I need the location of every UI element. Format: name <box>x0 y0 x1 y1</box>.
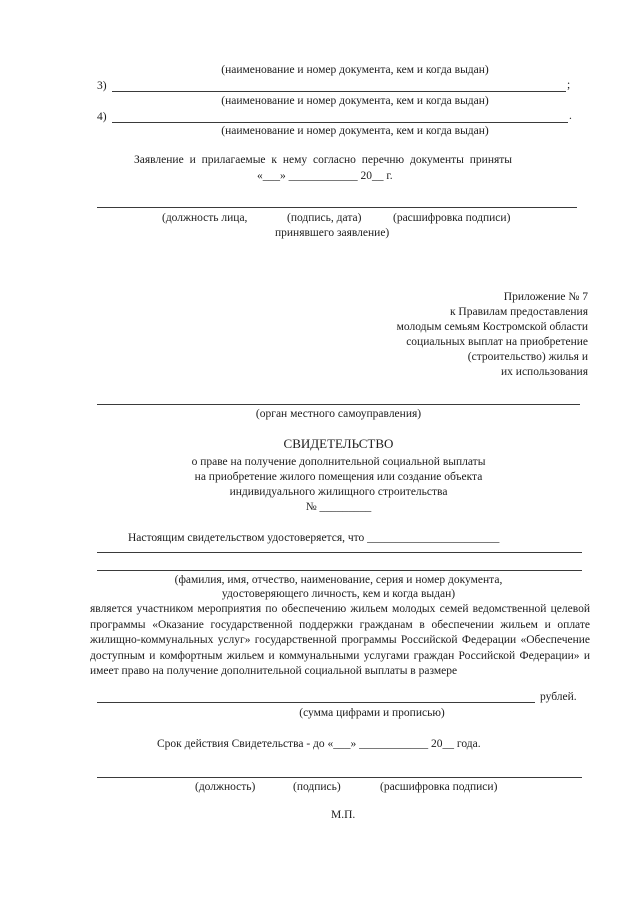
person-line-2 <box>97 570 582 571</box>
person-line-1 <box>97 552 582 553</box>
item-4-end-mark: . <box>569 110 572 122</box>
certificate-subtitle-line: индивидуального жилищного строительства <box>229 486 448 498</box>
appendix-line: Приложение № 7 <box>503 291 588 303</box>
accepted-caption-signature: (подпись, дата) <box>287 212 362 224</box>
item-4-number: 4) <box>97 111 107 123</box>
document-caption-top: (наименование и номер документа, кем и когда выдан) <box>221 64 489 76</box>
certificate-number: № _________ <box>305 501 372 513</box>
accepted-caption-decode: (расшифровка подписи) <box>393 212 511 224</box>
appendix-line: социальных выплат на приобретение <box>406 336 588 348</box>
accepted-caption-position: (должность лица, <box>162 212 248 224</box>
authority-line <box>97 404 580 405</box>
body-paragraph: является участником мероприятия по обеспечению жильем молодых семей ведомственной целевой программы «Оказание государственной поддержки гражданам в обеспечении жильем и оплате жилищно-коммунальных услуг» государственной программы Российской Федерации «Обеспечение доступным и комфортным жильем и коммунальными услугами граждан Российской Федерации» и имеет право на получение дополнительной социальной выплаты в размере <box>90 603 590 677</box>
accepted-statement: Заявление и прилагаемые к нему согласно перечню документы приняты <box>134 154 513 166</box>
item-3-number: 3) <box>97 80 107 92</box>
rubles-label: рублей. <box>540 691 577 703</box>
appendix-line: их использования <box>501 366 588 378</box>
item-4-caption: (наименование и номер документа, кем и когда выдан) <box>221 125 489 137</box>
appendix-line: к Правилам предоставления <box>449 306 588 318</box>
certificate-subtitle-line: о праве на получение дополнительной социальной выплаты <box>191 456 486 468</box>
person-caption: удостоверяющего личность, кем и когда выдан) <box>221 588 456 600</box>
amount-line <box>97 702 535 703</box>
validity-statement: Срок действия Свидетельства - до «___» ____________ 20__ года. <box>157 738 481 750</box>
item-3-caption: (наименование и номер документа, кем и когда выдан) <box>221 95 489 107</box>
stamp-place: М.П. <box>331 809 356 821</box>
item-4-line <box>112 122 568 123</box>
final-caption-decode: (расшифровка подписи) <box>380 781 498 793</box>
item-3-end-mark: ; <box>567 79 571 91</box>
person-caption: (фамилия, имя, отчество, наименование, серия и номер документа, <box>174 574 503 586</box>
certificate-subtitle-line: на приобретение жилого помещения или создание объекта <box>194 471 483 483</box>
final-signature-line <box>97 777 582 778</box>
final-caption-signature: (подпись) <box>293 781 341 793</box>
appendix-line: (строительство) жилья и <box>467 351 588 363</box>
amount-caption: (сумма цифрами и прописью) <box>299 707 445 719</box>
authority-caption: (орган местного самоуправления) <box>255 408 422 420</box>
appendix-line: молодым семьям Костромской области <box>396 321 588 333</box>
final-caption-position: (должность) <box>195 781 256 793</box>
certify-statement: Настоящим свидетельством удостоверяется, что _______________________ <box>128 532 500 544</box>
item-3-line <box>112 91 566 92</box>
accepted-signature-line <box>97 207 577 208</box>
accepted-date: «___» ____________ 20__ г. <box>257 170 393 182</box>
certificate-title: СВИДЕТЕЛЬСТВО <box>283 436 394 451</box>
accepted-caption-second-line: принявшего заявление) <box>275 227 390 239</box>
